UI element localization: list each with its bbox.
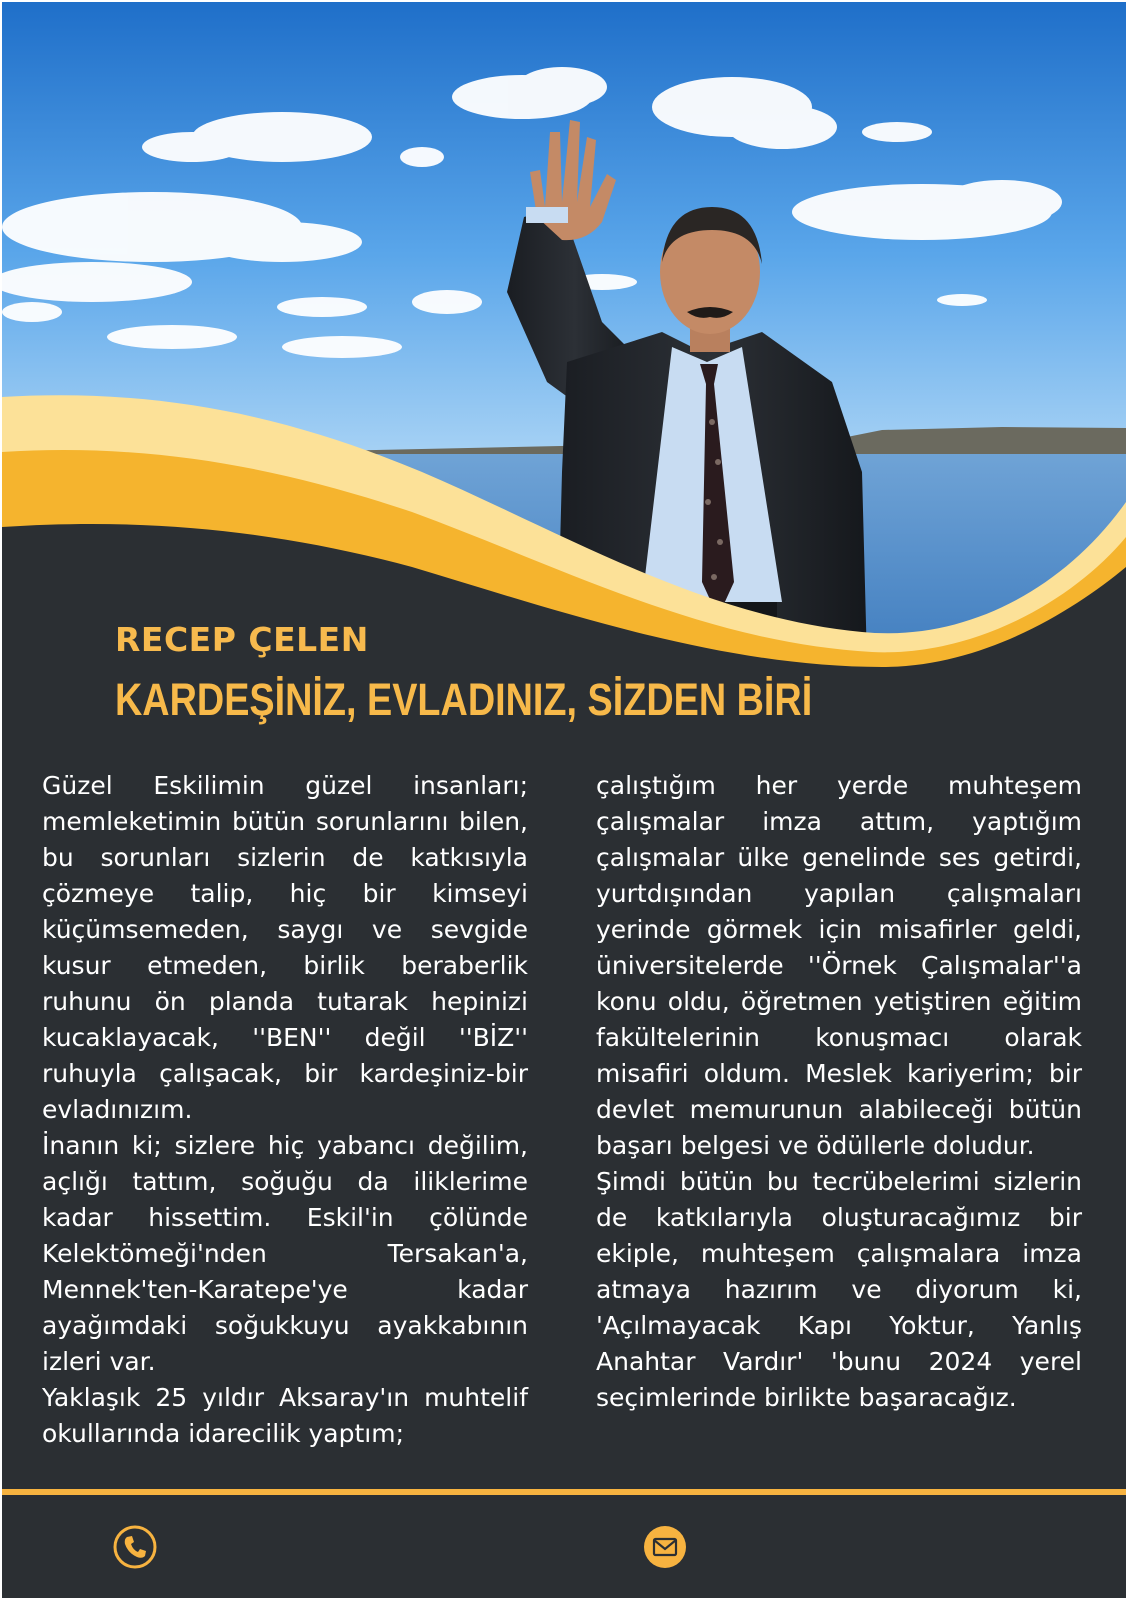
phone-icon[interactable] [112, 1524, 158, 1570]
paragraph: çalıştığım her yerde muhteşem çalışmalar imza attım, yaptığım çalışmalar ülke genelinde ses getirdi, yurtdışından yapılan çalışmaları yerinde görmek için misafirler geldi, üniversitelerde ''Örnek Çalışmalar''a konu oldu, öğretmen yetiştiren eğitim fakültelerinin konuşmacı olarak misafiri oldum. Meslek kariyerim; bir devlet memurunun alabileceği bütün başarı belgesi ve ödüllerle doludur. [596, 771, 1082, 1160]
hero-banner [2, 2, 1126, 744]
text-column-left [42, 768, 528, 1452]
text-column-right [596, 768, 1082, 1416]
paragraph: İnanın ki; sizlere hiç yabancı değilim, açlığı tattım, soğuğu da iliklerime kadar hissettim. Eskil'in çölünde Kelektömeği'nden Tersakan'a, Mennek'ten-Karatepe'ye kadar ayağımdaki soğukkuyu ayakkabının izleri var. [42, 1131, 528, 1376]
paragraph: Güzel Eskilimin güzel insanları; memleketimin bütün sorunlarını bilen, bu sorunları sizlerin de katkısıyla çözmeye talip, hiç bir kimseyi küçümsemeden, saygı ve sevgide kusur etmeden, birlik beraberlik ruhunu ön planda tutarak hepinizi kucaklayacak, ''BEN'' değil ''BİZ'' ruhuyla çalışacak, bir kardeşiniz-bir evladınızım. [42, 771, 528, 1124]
paragraph: Şimdi bütün bu tecrübelerimi sizlerin de katkılarıyla oluşturacağımız bir ekiple, muhteşem çalışmalara imza atmaya hazırım ve diyorum ki, 'Açılmayacak Kapı Yoktur, Yanlış Anahtar Vardır' 'bunu 2024 yerel seçimlerinde birlikte başaracağız. [596, 1167, 1082, 1412]
candidate-name: RECEP ÇELEN [115, 620, 369, 659]
slogan-title: KARDEŞİNİZ, EVLADINIZ, SİZDEN BİRİ [115, 674, 813, 725]
footer-divider [2, 1489, 1126, 1495]
flyer-page [2, 2, 1126, 1598]
paragraph: Yaklaşık 25 yıldır Aksaray'ın muhtelif okullarında idarecilik yaptım; [42, 1383, 528, 1448]
mail-icon[interactable] [642, 1524, 688, 1570]
